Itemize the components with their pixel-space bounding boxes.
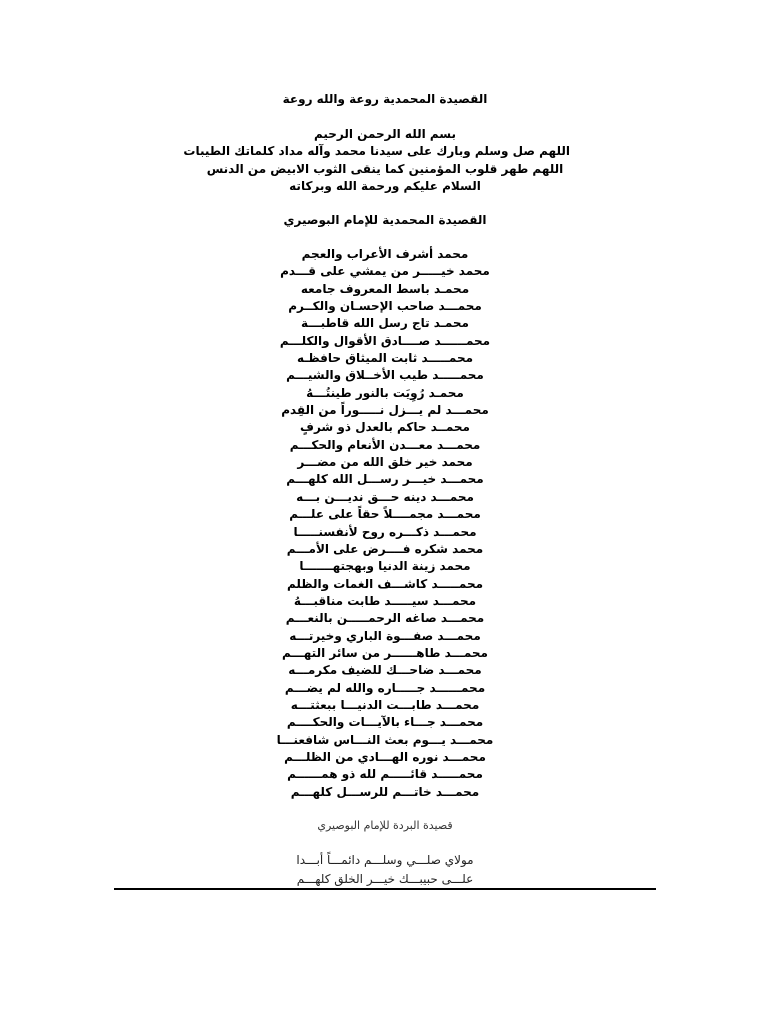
verse-line: محمـــد مجمــــلاً حقاً على علـــم [289, 507, 481, 522]
verse-line: محمــــــد جـــــاره والله لم يضـــم [284, 680, 486, 695]
poem-subtitle: القصيدة المحمدية للإمام البوصيري [283, 213, 487, 227]
verse-line: محمـــــد طيب الأخــلاق والشيـــم [286, 368, 484, 383]
document-title: القصيدة المحمدية روعة والله روعة [282, 92, 488, 106]
verse-line: محمـــد صاغه الرحمـــــن بالنعـــم [285, 611, 485, 626]
verse-line: محمـــد ذكـــره روح لأنفسنـــــا [293, 524, 477, 539]
verse-line: محمـد باسط المعروف جامعه [300, 281, 470, 296]
verse-line: محمد خير خلق الله من مضـــر [297, 455, 473, 470]
verse-line: محمــــــد صــــادق الأقوال والكلـــم [279, 333, 491, 348]
verse-line: محمد أشرف الأعراب والعجم [301, 247, 469, 261]
salawat-line: اللهم صل وسلم وبارك على سيدنا محمد وآله مداد كلماتك الطيبات [183, 144, 570, 158]
verse-line: محمـــــد ثابت الميثاق حافظـه [296, 351, 474, 366]
verse-line: محمـــد خاتـــم للرســـل كلهـــم [290, 784, 480, 799]
verse-line: محمـد رُوِيَت بالنور طينتُـــهُ [306, 385, 464, 400]
verse-line: محمـــــد كاشـــف الغمات والظلم [286, 576, 484, 591]
verse-line: محمـــد سيـــــد طابت مناقبـــهُ [293, 593, 477, 608]
verse-line: محمـــد صفـــوة الباري وخيرتـــه [289, 628, 481, 643]
footer-verse-line: علـــى حبيبـــك خيـــر الخلق كلهـــم [296, 872, 474, 886]
verse-line: محمـــد ضاحـــك للضيف مكرمـــه [288, 663, 482, 678]
horizontal-rule [114, 888, 656, 890]
verse-line: محمـــد صاحب الإحسـان والكــرم [288, 299, 482, 314]
verse-line: محمـد تاج رسل الله قاطبـــة [301, 316, 469, 331]
verse-line: محمـــد طاهــــــر من سائر التهـــم [282, 645, 488, 660]
verse-line: محمد خيـــــر من يمشي على قـــدم [280, 264, 490, 279]
salam-line: السلام عليكم ورحمة الله وبركاته [289, 179, 481, 193]
verse-line: محمـــد نوره الهـــادي من الظلـــم [284, 749, 486, 764]
dua-line: اللهم طهر قلوب المؤمنين كما ينقى الثوب الابيض من الدنس [206, 162, 564, 176]
basmala-line: بسم الله الرحمن الرحيم [313, 127, 457, 141]
footer-title: قصيدة البردة للإمام البوصيري [317, 819, 453, 832]
verse-line: محمد زينة الدنيا وبهجتهـــــــا [299, 559, 471, 574]
verse-line: محمـــد لم يـــزل نـــــوراً من القِدم [281, 403, 489, 418]
verse-line: محمــد حاكم بالعدل ذو شرفٍ [300, 420, 470, 435]
verse-line: محمـــد خيـــر رســـل الله كلهـــم [286, 472, 484, 487]
verse-line: محمـــد طابـــت الدنيـــا ببعثتـــه [290, 697, 480, 712]
verse-line: محمـــد دينه حـــق نديـــن بـــه [296, 489, 474, 504]
verse-line: محمـــــد قائـــــم لله ذو همــــــم [287, 767, 483, 782]
verse-line: محمـــد جـــاء بالآيـــات والحكــــم [286, 715, 484, 730]
poem-verses [200, 246, 570, 801]
verse-line: محمد شكره فــــرض على الأمـــم [286, 541, 484, 556]
verse-line: محمـــد معـــدن الأنعام والحكـــم [289, 437, 481, 452]
footer-verse-line: مولاي صلـــي وسلـــم دائمـــاً أبـــدا [296, 853, 474, 867]
verse-line: محمـــد يـــوم بعث النـــاس شافعنـــا [276, 732, 494, 747]
